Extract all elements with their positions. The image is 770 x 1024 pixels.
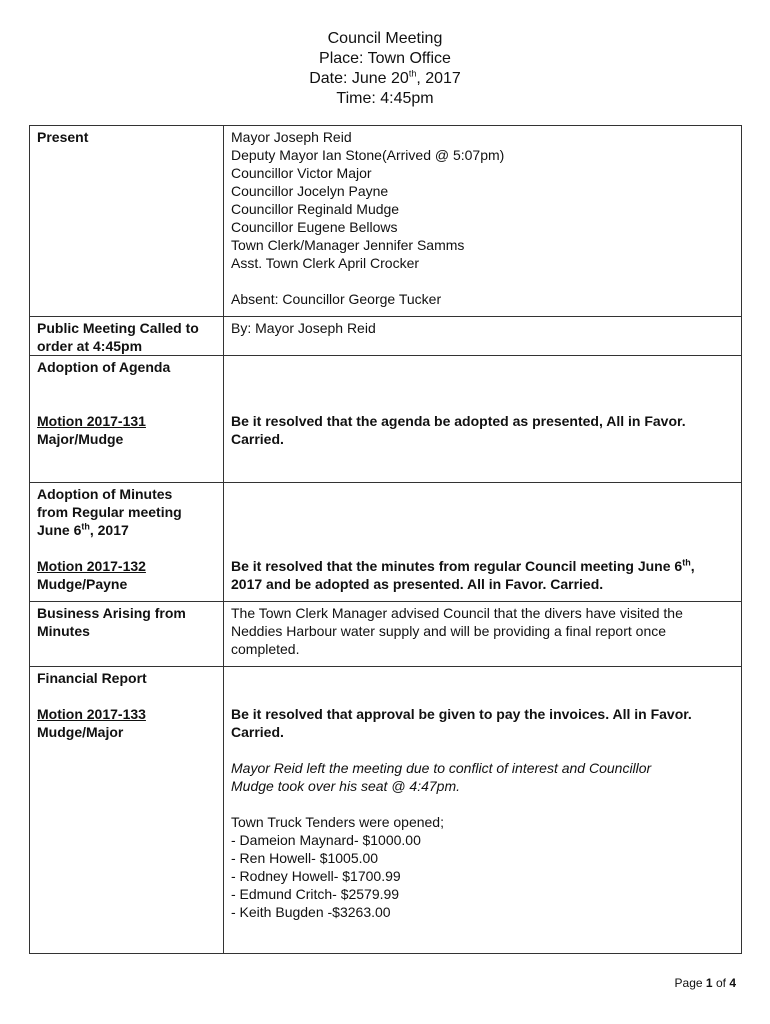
financial-note: Mayor Reid left the meeting due to conflict of interest and Councillor (231, 760, 652, 776)
tender-item: - Rodney Howell- $1700.99 (231, 868, 401, 884)
absent-line: Absent: Councillor George Tucker (231, 291, 442, 307)
minutes-resolution: 2017 and be adopted as presented. All in Favor. Carried. (231, 576, 604, 592)
minutes-adoption-label: Adoption of Minutes (37, 486, 173, 502)
attendee: Asst. Town Clerk April Crocker (231, 255, 420, 271)
called-label-line: order at 4:45pm (37, 338, 143, 354)
meeting-date-ordinal: th (408, 68, 417, 79)
present-label-text: Present (37, 129, 89, 145)
attendee: Councillor Reginald Mudge (231, 201, 400, 217)
minutes-date-text: June 6 (37, 522, 82, 538)
agenda-resolution: Carried. (231, 431, 284, 447)
meeting-date-year: , 2017 (416, 70, 461, 87)
minutes-resolution-comma: , (690, 558, 695, 574)
financial-report-row (30, 667, 742, 954)
spacer (231, 795, 735, 813)
spacer (37, 687, 217, 705)
tender-item: - Edmund Critch- $2579.99 (231, 886, 400, 902)
minutes-adoption-label-cell (30, 483, 224, 602)
attendee: Deputy Mayor Ian Stone(Arrived @ 5:07pm) (231, 147, 505, 163)
of-word: of (715, 976, 726, 990)
financial-resolution: Be it resolved that approval be given to pay the invoices. All in Favor. (231, 706, 692, 722)
financial-report-content-cell (224, 667, 742, 954)
attendee: Councillor Eugene Bellows (231, 219, 398, 235)
attendee: Town Clerk/Manager Jennifer Samms (231, 237, 465, 253)
spacer (37, 376, 217, 412)
business-arising-text-cell (224, 602, 742, 667)
business-arising-text: completed. (231, 641, 300, 657)
page-word: Page (674, 976, 703, 990)
meeting-date-text: Date: June 20 (309, 70, 409, 87)
agenda-row (30, 356, 742, 483)
minutes-resolution-ordinal: th (682, 557, 691, 568)
meeting-place: Place: Town Office (319, 50, 451, 67)
financial-motion-number: Motion 2017-133 (37, 706, 146, 722)
minutes-adoption-label (37, 521, 217, 539)
present-attendees (224, 126, 742, 317)
agenda-label-cell (30, 356, 224, 483)
business-arising-label: Minutes (37, 623, 90, 639)
tenders-intro: Town Truck Tenders were opened; (231, 814, 444, 830)
minutes-adoption-label: from Regular meeting (37, 504, 182, 520)
financial-resolution: Carried. (231, 724, 284, 740)
current-page-number: 1 (705, 976, 713, 990)
meeting-time: Time: 4:45pm (336, 90, 434, 107)
document-header (0, 29, 770, 109)
agenda-label: Adoption of Agenda (37, 359, 171, 375)
spacer (231, 741, 735, 759)
called-to-order-label (30, 317, 224, 356)
minutes-table (29, 125, 742, 954)
business-arising-label: Business Arising from (37, 605, 186, 621)
attendee: Mayor Joseph Reid (231, 129, 352, 145)
minutes-resolution (231, 557, 735, 575)
minutes-resolution-cell (224, 483, 742, 602)
present-row (30, 126, 742, 317)
spacer (231, 272, 735, 290)
financial-movers: Mudge/Major (37, 724, 124, 740)
called-to-order-row (30, 317, 742, 356)
tender-item: - Ren Howell- $1005.00 (231, 850, 379, 866)
business-arising-text: The Town Clerk Manager advised Council that the divers have visited the (231, 605, 683, 621)
spacer (231, 485, 735, 521)
attendee: Councillor Victor Major (231, 165, 372, 181)
minutes-adoption-row (30, 483, 742, 602)
business-arising-row (30, 602, 742, 667)
present-label (30, 126, 224, 317)
attendee: Councillor Jocelyn Payne (231, 183, 389, 199)
spacer (231, 376, 735, 412)
called-by-text: By: Mayor Joseph Reid (231, 320, 376, 336)
minutes-date-year: , 2017 (89, 522, 129, 538)
spacer (37, 539, 217, 557)
called-by (224, 317, 742, 356)
financial-note: Mudge took over his seat @ 4:47pm. (231, 778, 460, 794)
minutes-movers: Mudge/Payne (37, 576, 128, 592)
minutes-resolution-text: Be it resolved that the minutes from regular Council meeting June 6 (231, 558, 683, 574)
meeting-date (0, 69, 770, 89)
spacer (231, 358, 735, 376)
business-arising-label-cell (30, 602, 224, 667)
financial-report-label: Financial Report (37, 670, 147, 686)
financial-report-label-cell (30, 667, 224, 954)
minutes-date-ordinal: th (81, 521, 90, 532)
total-pages-number: 4 (729, 976, 736, 990)
minutes-motion-number: Motion 2017-132 (37, 558, 146, 574)
spacer (231, 669, 735, 705)
called-label-line: Public Meeting Called to (37, 320, 199, 336)
agenda-movers: Major/Mudge (37, 431, 124, 447)
agenda-resolution-cell (224, 356, 742, 483)
business-arising-text: Neddies Harbour water supply and will be providing a final report once (231, 623, 667, 639)
agenda-motion-number: Motion 2017-131 (37, 413, 146, 429)
spacer (231, 521, 735, 557)
page-footer (675, 976, 736, 990)
tender-item: - Keith Bugden -$3263.00 (231, 904, 391, 920)
agenda-resolution: Be it resolved that the agenda be adopted as presented, All in Favor. (231, 413, 686, 429)
tender-item: - Dameion Maynard- $1000.00 (231, 832, 421, 848)
meeting-title: Council Meeting (327, 30, 443, 47)
